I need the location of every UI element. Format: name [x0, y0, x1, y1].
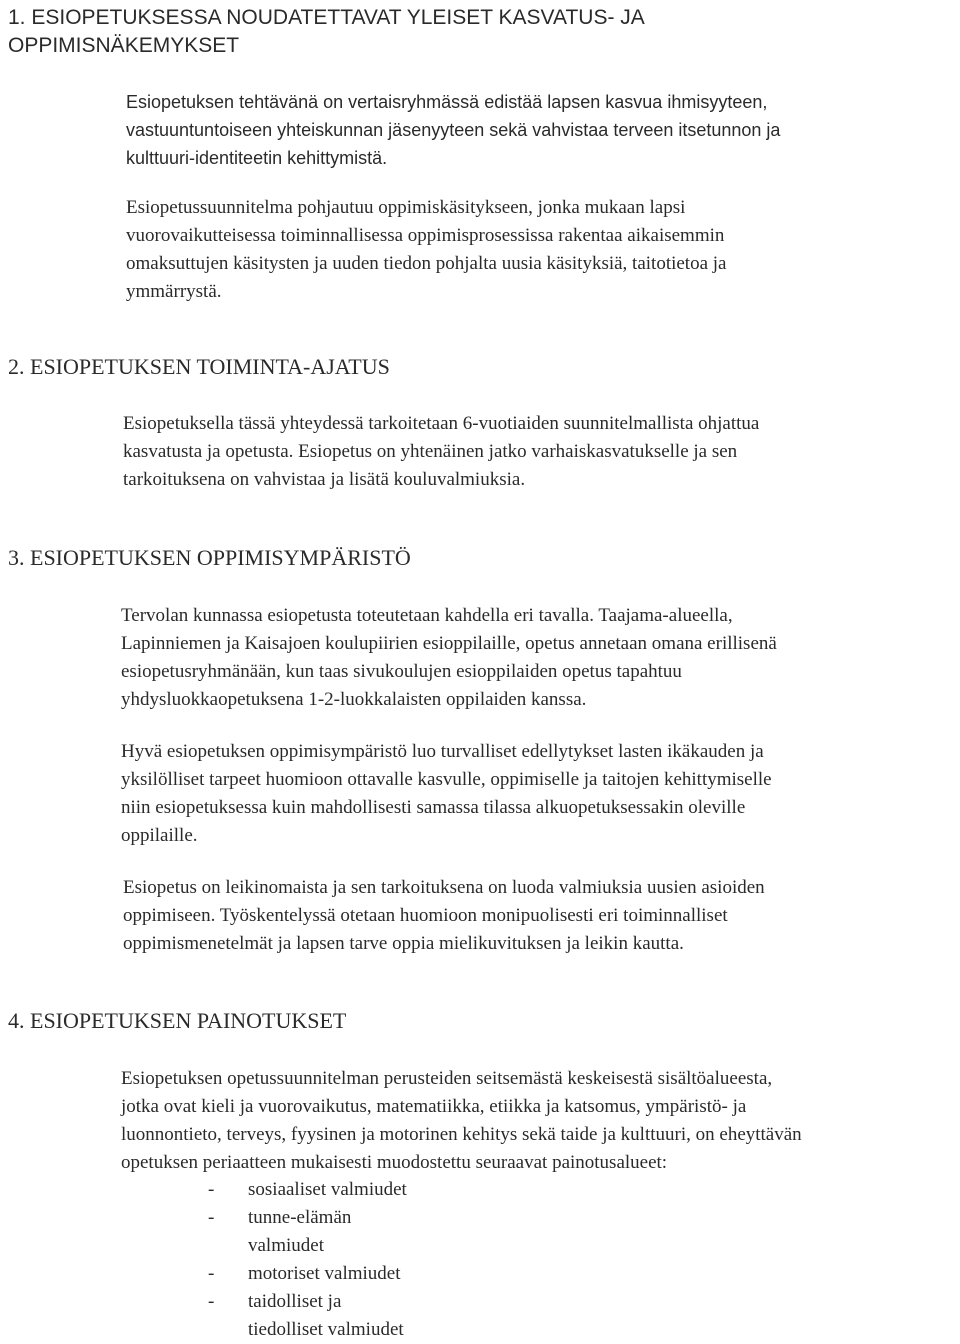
- section-4-heading: 4. ESIOPETUKSEN PAINOTUKSET: [8, 1008, 347, 1033]
- section-1-heading: 1. ESIOPETUKSESSA NOUDATETTAVAT YLEISET KASVATUS- JA OPPIMISNÄKEMYKSET: [8, 6, 645, 57]
- list-item: [208, 1288, 407, 1344]
- list-item: [208, 1176, 407, 1204]
- list-item-text: tunne-elämän valmiudet: [248, 1207, 352, 1256]
- section-4-paragraph-1: Esiopetuksen opetussuunnitelman perusteiden seitsemästä keskeisestä sisältöalueesta, jotka ovat kieli ja vuorovaikutus, matematiikka, etiikka ja katsomus, ympäristö- ja luonnontieto, terveys, fyysinen ja motorinen kehitys sekä taide ja kulttuuri, on eheyttävän opetuksen periaatteen mukaisesti muodostettu seuraavat painotusalueet:: [121, 1068, 802, 1173]
- section-2-heading: 2. ESIOPETUKSEN TOIMINTA-AJATUS: [8, 354, 390, 379]
- section-1-paragraph-1: Esiopetuksen tehtävänä on vertaisryhmässä edistää lapsen kasvua ihmisyyteen, vastuuntuntoiseen yhteiskunnan jäsenyyteen sekä vahvistaa terveen itsetunnon ja kulttuuri-identiteetin kehittymistä.: [126, 92, 781, 168]
- list-dash: -: [208, 1179, 215, 1200]
- section-3-paragraph-1: Tervolan kunnassa esiopetusta toteutetaan kahdella eri tavalla. Taajama-alueella, Lapinniemen ja Kaisajoen koulupiirien esioppilaille, opetus annetaan omana erillisenä esiopetusryhmänään, kun taas sivukoulujen esioppilaiden opetus tapahtuu yhdysluokkaopetuksena 1-2-luokkalaisten oppilaiden kanssa.: [121, 605, 777, 710]
- section-3-paragraph-3: Esiopetus on leikinomaista ja sen tarkoituksena on luoda valmiuksia uusien asioiden oppimiseen. Työskentelyssä otetaan huomioon monipuolisesti eri toiminnalliset oppimismenetelmät ja lapsen tarve oppia mielikuvituksen ja leikin kautta.: [123, 877, 765, 954]
- list-item: [208, 1204, 407, 1260]
- list-item-text: sosiaaliset valmiudet: [248, 1179, 407, 1200]
- list-item: [208, 1260, 407, 1288]
- list-dash: -: [208, 1207, 215, 1228]
- list-item-text: taidolliset ja tiedolliset valmiudet: [248, 1291, 404, 1340]
- list-dash: -: [208, 1291, 215, 1312]
- section-2-paragraph-1: Esiopetuksella tässä yhteydessä tarkoitetaan 6-vuotiaiden suunnitelmallista ohjattua kasvatusta ja opetusta. Esiopetus on yhtenäinen jatko varhaiskasvatukselle ja sen tarkoituksena on vahvistaa ja lisätä kouluvalmiuksia.: [123, 413, 760, 490]
- section-3-heading: 3. ESIOPETUKSEN OPPIMISYMPÄRISTÖ: [8, 545, 411, 570]
- section-1-paragraph-2: Esiopetussuunnitelma pohjautuu oppimiskäsitykseen, jonka mukaan lapsi vuorovaikutteisessa toiminnallisessa oppimisprosessissa rakentaa aikaisemmin omaksuttujen käsitysten ja uuden tiedon pohjalta uusia käsityksiä, taitotietoa ja ymmärrystä.: [126, 197, 727, 302]
- list-dash: -: [208, 1263, 215, 1284]
- section-3-paragraph-2: Hyvä esiopetuksen oppimisympäristö luo turvalliset edellytykset lasten ikäkauden ja yksilölliset tarpeet huomioon ottavalle kasvulle, oppimiselle ja taitojen kehittymiselle niin esiopetuksessa kuin mahdollisesti samassa tilassa alkuopetuksessakin oleville oppilaille.: [121, 741, 772, 846]
- painotusalueet-list: [208, 1176, 407, 1344]
- list-item-text: motoriset valmiudet: [248, 1263, 401, 1284]
